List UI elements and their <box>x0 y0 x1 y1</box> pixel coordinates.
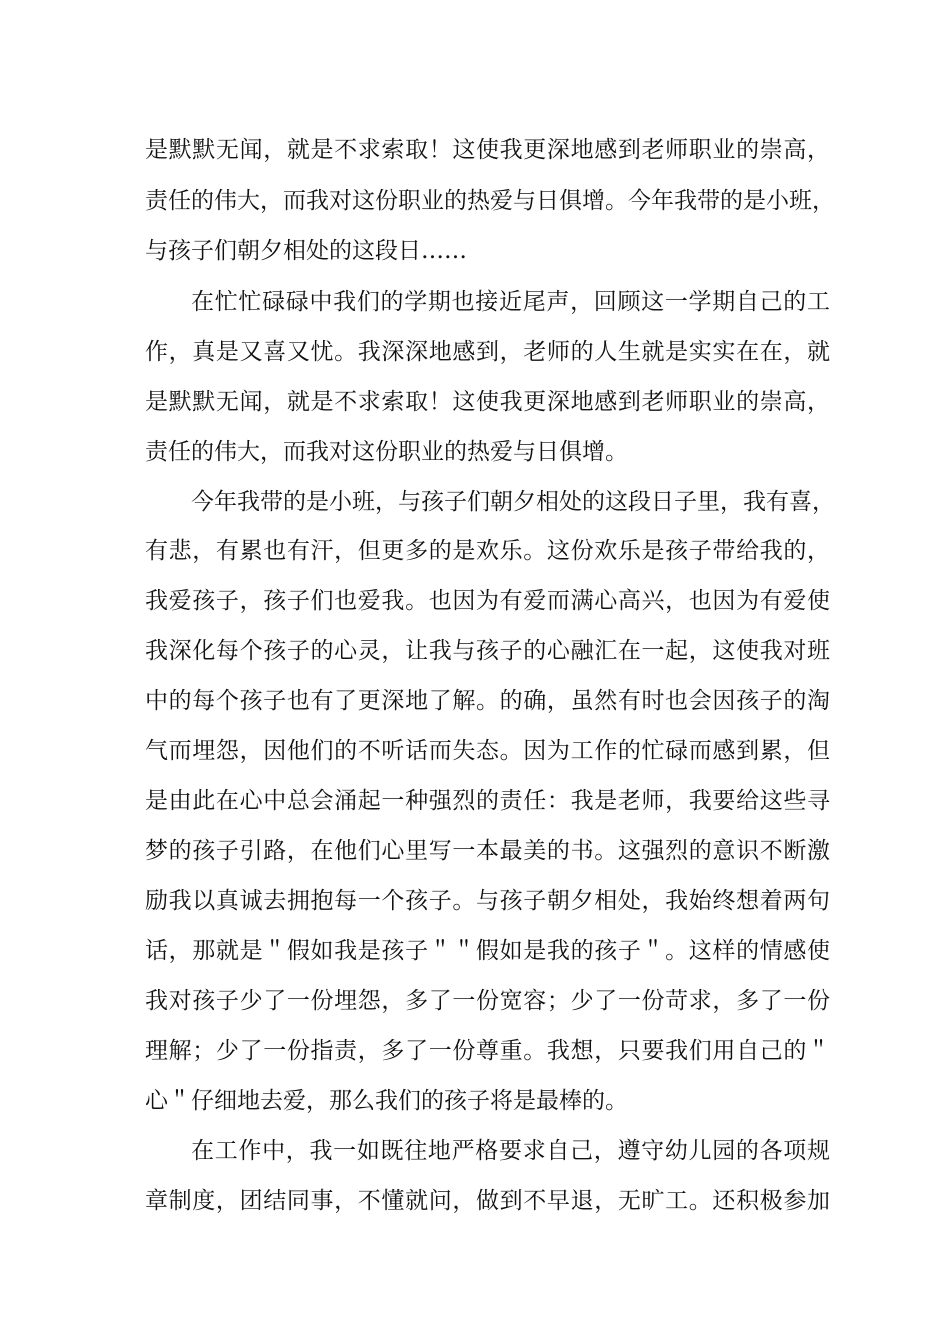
text-line: 心＂仔细地去爱，那么我们的孩子将是最棒的。 <box>145 1088 628 1114</box>
text-line: 是默默无闻，就是不求索取！这使我更深地感到老师职业的崇高， <box>145 137 830 163</box>
text-line: 责任的伟大，而我对这份职业的热爱与日俱增。 <box>145 439 628 465</box>
paragraph-first-line: 在忙忙碌碌中我们的学期也接近尾声，回顾这一学期自己的工 <box>191 289 830 315</box>
text-line: 作，真是又喜又忧。我深深地感到，老师的人生就是实实在在，就 <box>145 339 830 365</box>
text-line: 气而埋怨，因他们的不听话而失态。因为工作的忙碌而感到累，但 <box>145 738 830 764</box>
text-line: 我对孩子少了一份埋怨，多了一份宽容；少了一份苛求，多了一份 <box>145 988 830 1014</box>
text-line: 是默默无闻，就是不求索取！这使我更深地感到老师职业的崇高， <box>145 389 830 415</box>
text-line: 梦的孩子引路，在他们心里写一本最美的书。这强烈的意识不断激 <box>145 838 830 864</box>
text-line: 我爱孩子，孩子们也爱我。也因为有爱而满心高兴，也因为有爱使 <box>145 588 830 614</box>
paragraph-first-line: 在工作中，我一如既往地严格要求自己，遵守幼儿园的各项规 <box>191 1138 830 1164</box>
text-line: 责任的伟大，而我对这份职业的热爱与日俱增。今年我带的是小班， <box>145 188 835 214</box>
text-line: 是由此在心中总会涌起一种强烈的责任：我是老师，我要给这些寻 <box>145 788 830 814</box>
text-line: 励我以真诚去拥抱每一个孩子。与孩子朝夕相处，我始终想着两句 <box>145 888 830 914</box>
text-line: 我深化每个孩子的心灵，让我与孩子的心融汇在一起，这使我对班 <box>145 638 830 664</box>
text-line: 话，那就是＂假如我是孩子＂＂假如是我的孩子＂。这样的情感使 <box>145 938 830 964</box>
text-line: 中的每个孩子也有了更深地了解。的确，虽然有时也会因孩子的淘 <box>145 688 830 714</box>
paragraph-first-line: 今年我带的是小班，与孩子们朝夕相处的这段日子里，我有喜， <box>191 489 835 515</box>
text-line: 有悲，有累也有汗，但更多的是欢乐。这份欢乐是孩子带给我的， <box>145 538 830 564</box>
text-line: 理解；少了一份指责，多了一份尊重。我想，只要我们用自己的＂ <box>145 1038 830 1064</box>
text-line: 章制度，团结同事，不懂就问，做到不早退，无旷工。还积极参加 <box>145 1188 830 1214</box>
text-line: 与孩子们朝夕相处的这段日…… <box>145 238 467 264</box>
